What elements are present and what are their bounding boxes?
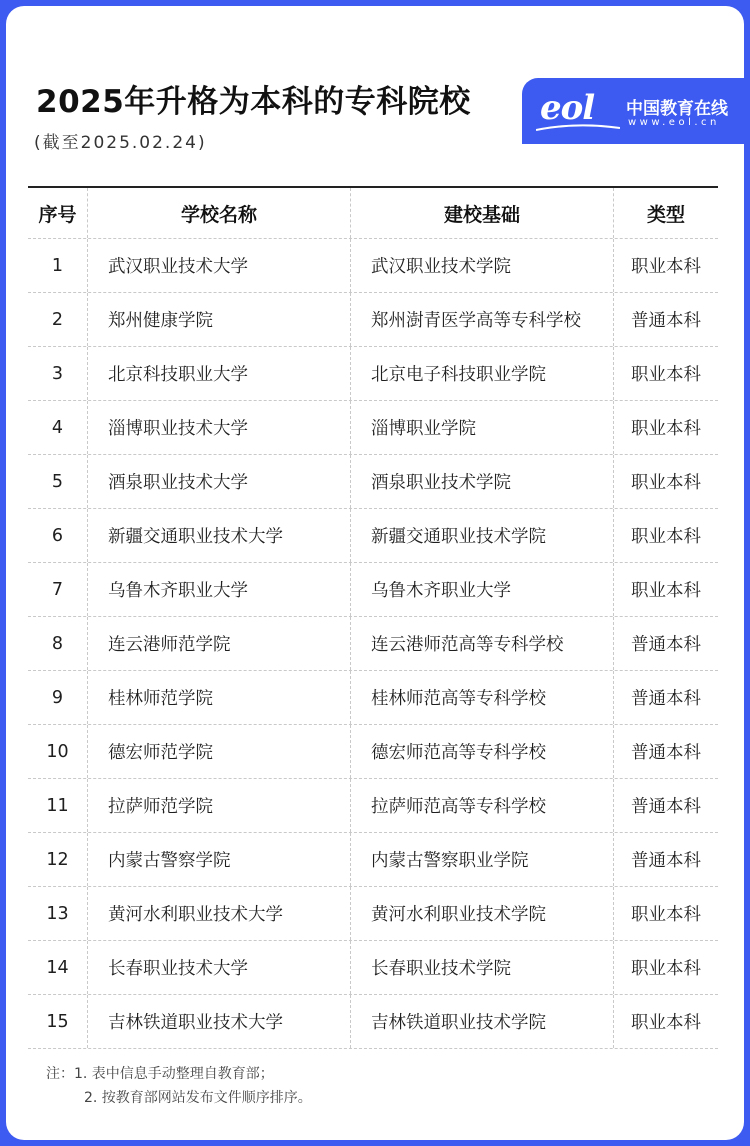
document-card	[6, 6, 744, 1140]
page-title: 2025年升格为本科的专科院校	[36, 84, 471, 120]
cell-school-name: 内蒙古警察学院	[88, 833, 351, 886]
table-row	[28, 617, 718, 671]
footnote-item: 1. 表中信息手动整理自教育部；	[74, 1066, 274, 1082]
cell-school-name: 连云港师范学院	[88, 617, 351, 670]
table-row	[28, 293, 718, 347]
cell-founding-basis: 酒泉职业技术学院	[351, 455, 614, 508]
column-header-basis: 建校基础	[351, 188, 614, 238]
cell-type: 职业本科	[631, 365, 701, 385]
cell-school-name: 吉林铁道职业技术大学	[88, 995, 351, 1048]
table-row	[28, 995, 718, 1049]
cell-index: 4	[28, 401, 88, 454]
cell-index: 15	[28, 995, 88, 1048]
cell-school-name: 拉萨师范学院	[88, 779, 351, 832]
cell-type: 职业本科	[631, 257, 701, 277]
cell-founding-basis: 淄博职业学院	[351, 401, 614, 454]
table-row	[28, 941, 718, 995]
table-row	[28, 833, 718, 887]
footnote-line	[46, 1062, 312, 1086]
cell-type: 职业本科	[631, 527, 701, 547]
cell-founding-basis: 新疆交通职业技术学院	[351, 509, 614, 562]
table-row	[28, 509, 718, 563]
logo-url: www.eol.cn	[628, 117, 720, 128]
table-row	[28, 779, 718, 833]
cell-founding-basis: 德宏师范高等专科学校	[351, 725, 614, 778]
cell-founding-basis: 北京电子科技职业学院	[351, 347, 614, 400]
cell-type: 普通本科	[631, 635, 701, 655]
cell-school-name: 淄博职业技术大学	[88, 401, 351, 454]
table-row	[28, 455, 718, 509]
cell-founding-basis: 武汉职业技术学院	[351, 239, 614, 292]
footnote-item: 2. 按教育部网站发布文件顺序排序。	[84, 1090, 312, 1106]
cell-index: 1	[28, 239, 88, 292]
cell-founding-basis: 黄河水利职业技术学院	[351, 887, 614, 940]
cell-school-name: 桂林师范学院	[88, 671, 351, 724]
cell-school-name: 乌鲁木齐职业大学	[88, 563, 351, 616]
cell-index: 3	[28, 347, 88, 400]
cell-type: 职业本科	[631, 905, 701, 925]
cell-index: 10	[28, 725, 88, 778]
footnotes	[46, 1062, 312, 1110]
table-row	[28, 671, 718, 725]
column-header-school: 学校名称	[88, 188, 351, 238]
footnote-prefix: 注：	[46, 1066, 74, 1082]
cell-founding-basis: 吉林铁道职业技术学院	[351, 995, 614, 1048]
column-header-type: 类型	[646, 203, 685, 226]
cell-index: 8	[28, 617, 88, 670]
cell-type: 普通本科	[631, 851, 701, 871]
cell-founding-basis: 乌鲁木齐职业大学	[351, 563, 614, 616]
cell-school-name: 长春职业技术大学	[88, 941, 351, 994]
column-header-index: 序号	[28, 188, 88, 238]
cell-index: 9	[28, 671, 88, 724]
table-row	[28, 725, 718, 779]
logo-name: 中国教育在线	[626, 99, 728, 119]
cell-index: 14	[28, 941, 88, 994]
cell-type: 职业本科	[631, 473, 701, 493]
cell-school-name: 武汉职业技术大学	[88, 239, 351, 292]
cell-founding-basis: 内蒙古警察职业学院	[351, 833, 614, 886]
cell-index: 13	[28, 887, 88, 940]
table-row	[28, 887, 718, 941]
table-header-row	[28, 188, 718, 239]
schools-table	[28, 186, 718, 1049]
cell-type: 普通本科	[631, 311, 701, 331]
cell-type: 普通本科	[631, 743, 701, 763]
logo-mark: eol	[540, 88, 595, 128]
page-subtitle: (截至2025.02.24)	[34, 133, 207, 153]
footnote-line	[46, 1086, 312, 1110]
cell-founding-basis: 连云港师范高等专科学校	[351, 617, 614, 670]
table-row	[28, 401, 718, 455]
cell-type: 普通本科	[631, 689, 701, 709]
cell-founding-basis: 拉萨师范高等专科学校	[351, 779, 614, 832]
eol-logo	[522, 78, 744, 144]
cell-index: 2	[28, 293, 88, 346]
table-body	[28, 239, 718, 1049]
cell-type: 职业本科	[631, 581, 701, 601]
cell-type: 普通本科	[631, 797, 701, 817]
table-row	[28, 563, 718, 617]
cell-school-name: 酒泉职业技术大学	[88, 455, 351, 508]
cell-index: 11	[28, 779, 88, 832]
cell-index: 12	[28, 833, 88, 886]
cell-school-name: 北京科技职业大学	[88, 347, 351, 400]
cell-type: 职业本科	[631, 1013, 701, 1033]
cell-index: 7	[28, 563, 88, 616]
cell-type: 职业本科	[631, 419, 701, 439]
cell-founding-basis: 长春职业技术学院	[351, 941, 614, 994]
cell-founding-basis: 桂林师范高等专科学校	[351, 671, 614, 724]
cell-index: 5	[28, 455, 88, 508]
cell-index: 6	[28, 509, 88, 562]
cell-school-name: 新疆交通职业技术大学	[88, 509, 351, 562]
table-row	[28, 239, 718, 293]
cell-founding-basis: 郑州澍青医学高等专科学校	[351, 293, 614, 346]
table-row	[28, 347, 718, 401]
cell-school-name: 黄河水利职业技术大学	[88, 887, 351, 940]
swoosh-icon	[536, 124, 620, 132]
cell-school-name: 德宏师范学院	[88, 725, 351, 778]
cell-school-name: 郑州健康学院	[88, 293, 351, 346]
cell-type: 职业本科	[631, 959, 701, 979]
